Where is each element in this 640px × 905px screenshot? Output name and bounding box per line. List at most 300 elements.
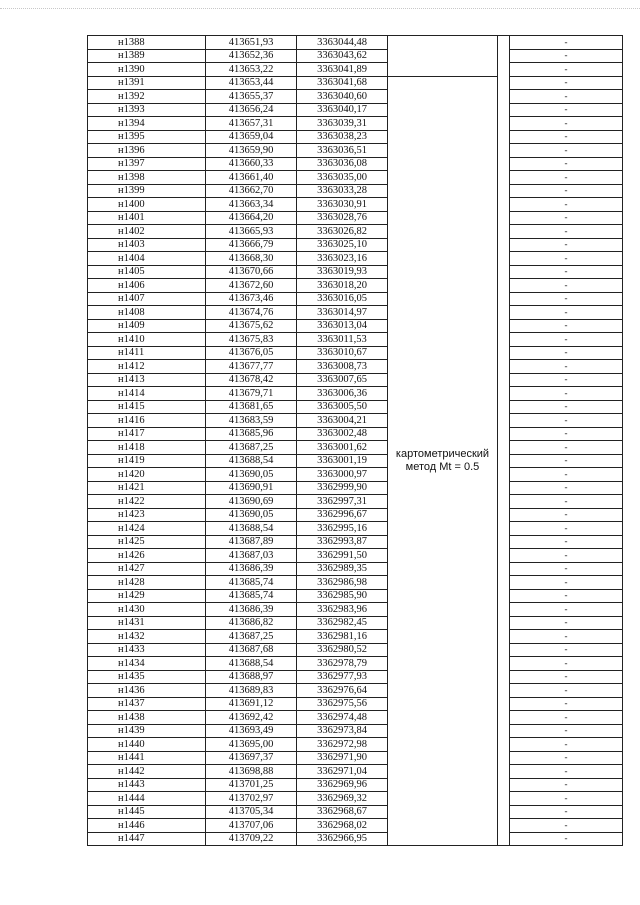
point-name-cell: н1399 — [88, 184, 206, 198]
table-row — [88, 103, 623, 117]
y-coordinate-cell: 3362980,52 — [297, 643, 388, 657]
y-coordinate-cell: 3362969,32 — [297, 792, 388, 806]
accuracy-cell: - — [510, 238, 623, 252]
point-name-cell: н1410 — [88, 333, 206, 347]
x-coordinate-cell: 413657,31 — [206, 117, 297, 131]
point-name-cell: н1423 — [88, 508, 206, 522]
y-coordinate-cell: 3363008,73 — [297, 360, 388, 374]
x-coordinate-cell: 413673,46 — [206, 292, 297, 306]
y-coordinate-cell: 3362969,96 — [297, 778, 388, 792]
accuracy-cell: - — [510, 670, 623, 684]
accuracy-cell: - — [510, 76, 623, 90]
x-coordinate-cell: 413672,60 — [206, 279, 297, 293]
y-coordinate-cell: 3362986,98 — [297, 576, 388, 590]
y-coordinate-cell: 3362968,02 — [297, 819, 388, 833]
table-row — [88, 279, 623, 293]
accuracy-cell: - — [510, 49, 623, 63]
point-name-cell: н1429 — [88, 589, 206, 603]
point-name-cell: н1427 — [88, 562, 206, 576]
accuracy-cell: - — [510, 508, 623, 522]
accuracy-cell: - — [510, 535, 623, 549]
table-row — [88, 117, 623, 131]
x-coordinate-cell: 413659,04 — [206, 130, 297, 144]
y-coordinate-cell: 3363041,68 — [297, 76, 388, 90]
table-row — [88, 684, 623, 698]
table-row — [88, 360, 623, 374]
accuracy-cell: - — [510, 819, 623, 833]
table-row — [88, 400, 623, 414]
accuracy-cell: - — [510, 90, 623, 104]
accuracy-cell: - — [510, 211, 623, 225]
point-name-cell: н1425 — [88, 535, 206, 549]
x-coordinate-cell: 413702,97 — [206, 792, 297, 806]
accuracy-cell: - — [510, 711, 623, 725]
x-coordinate-cell: 413687,03 — [206, 549, 297, 563]
point-name-cell: н1447 — [88, 832, 206, 846]
point-name-cell: н1388 — [88, 36, 206, 50]
accuracy-cell: - — [510, 522, 623, 536]
table-row — [88, 130, 623, 144]
table-row — [88, 819, 623, 833]
x-coordinate-cell: 413666,79 — [206, 238, 297, 252]
accuracy-cell: - — [510, 481, 623, 495]
accuracy-cell: - — [510, 225, 623, 239]
table-row — [88, 508, 623, 522]
method-label-line1: картометрический — [395, 447, 490, 460]
x-coordinate-cell: 413653,44 — [206, 76, 297, 90]
point-name-cell: н1408 — [88, 306, 206, 320]
point-name-cell: н1432 — [88, 630, 206, 644]
table-row — [88, 373, 623, 387]
y-coordinate-cell: 3363030,91 — [297, 198, 388, 212]
y-coordinate-cell: 3363000,97 — [297, 468, 388, 482]
point-name-cell: н1446 — [88, 819, 206, 833]
accuracy-cell: - — [510, 738, 623, 752]
point-name-cell: н1412 — [88, 360, 206, 374]
y-coordinate-cell: 3362985,90 — [297, 589, 388, 603]
y-coordinate-cell: 3363036,08 — [297, 157, 388, 171]
table-row — [88, 76, 623, 90]
table-row — [88, 171, 623, 185]
table-row — [88, 387, 623, 401]
x-coordinate-cell: 413683,59 — [206, 414, 297, 428]
x-coordinate-cell: 413701,25 — [206, 778, 297, 792]
x-coordinate-cell: 413688,97 — [206, 670, 297, 684]
accuracy-cell: - — [510, 495, 623, 509]
y-coordinate-cell: 3362971,04 — [297, 765, 388, 779]
y-coordinate-cell: 3363033,28 — [297, 184, 388, 198]
coordinates-table-body — [88, 36, 623, 846]
table-row — [88, 738, 623, 752]
x-coordinate-cell: 413679,71 — [206, 387, 297, 401]
point-name-cell: н1414 — [88, 387, 206, 401]
y-coordinate-cell: 3362991,50 — [297, 549, 388, 563]
point-name-cell: н1417 — [88, 427, 206, 441]
accuracy-cell: - — [510, 117, 623, 131]
accuracy-cell: - — [510, 427, 623, 441]
accuracy-cell: - — [510, 292, 623, 306]
point-name-cell: н1431 — [88, 616, 206, 630]
point-name-cell: н1409 — [88, 319, 206, 333]
accuracy-cell: - — [510, 103, 623, 117]
point-name-cell: н1401 — [88, 211, 206, 225]
accuracy-cell: - — [510, 630, 623, 644]
x-coordinate-cell: 413689,83 — [206, 684, 297, 698]
y-coordinate-cell: 3362989,35 — [297, 562, 388, 576]
point-name-cell: н1437 — [88, 697, 206, 711]
y-coordinate-cell: 3363005,50 — [297, 400, 388, 414]
accuracy-cell: - — [510, 346, 623, 360]
x-coordinate-cell: 413690,91 — [206, 481, 297, 495]
table-row — [88, 576, 623, 590]
x-coordinate-cell: 413688,54 — [206, 454, 297, 468]
y-coordinate-cell: 3363010,67 — [297, 346, 388, 360]
point-name-cell: н1398 — [88, 171, 206, 185]
x-coordinate-cell: 413705,34 — [206, 805, 297, 819]
x-coordinate-cell: 413697,37 — [206, 751, 297, 765]
point-name-cell: н1436 — [88, 684, 206, 698]
x-coordinate-cell: 413678,42 — [206, 373, 297, 387]
accuracy-cell: - — [510, 130, 623, 144]
table-row — [88, 495, 623, 509]
table-row — [88, 157, 623, 171]
point-name-cell: н1421 — [88, 481, 206, 495]
accuracy-cell: - — [510, 832, 623, 846]
x-coordinate-cell: 413675,62 — [206, 319, 297, 333]
table-row — [88, 792, 623, 806]
x-coordinate-cell: 413685,74 — [206, 576, 297, 590]
point-name-cell: н1426 — [88, 549, 206, 563]
point-name-cell: н1389 — [88, 49, 206, 63]
table-row — [88, 198, 623, 212]
point-name-cell: н1433 — [88, 643, 206, 657]
y-coordinate-cell: 3362981,16 — [297, 630, 388, 644]
x-coordinate-cell: 413663,34 — [206, 198, 297, 212]
table-row — [88, 252, 623, 266]
y-coordinate-cell: 3363036,51 — [297, 144, 388, 158]
y-coordinate-cell: 3363035,00 — [297, 171, 388, 185]
table-row — [88, 765, 623, 779]
table-row — [88, 562, 623, 576]
accuracy-cell: - — [510, 63, 623, 77]
y-coordinate-cell: 3363040,60 — [297, 90, 388, 104]
point-name-cell: н1403 — [88, 238, 206, 252]
table-row — [88, 535, 623, 549]
y-coordinate-cell: 3363014,97 — [297, 306, 388, 320]
point-name-cell: н1441 — [88, 751, 206, 765]
y-coordinate-cell: 3363040,17 — [297, 103, 388, 117]
accuracy-cell: - — [510, 616, 623, 630]
accuracy-cell: - — [510, 279, 623, 293]
y-coordinate-cell: 3363016,05 — [297, 292, 388, 306]
y-coordinate-cell: 3363043,62 — [297, 49, 388, 63]
accuracy-cell: - — [510, 657, 623, 671]
accuracy-cell: - — [510, 805, 623, 819]
table-row — [88, 522, 623, 536]
table-row — [88, 265, 623, 279]
y-coordinate-cell: 3363004,21 — [297, 414, 388, 428]
table-row — [88, 427, 623, 441]
table-row — [88, 238, 623, 252]
point-name-cell: н1392 — [88, 90, 206, 104]
accuracy-cell: - — [510, 184, 623, 198]
x-coordinate-cell: 413676,05 — [206, 346, 297, 360]
x-coordinate-cell: 413709,22 — [206, 832, 297, 846]
point-name-cell: н1415 — [88, 400, 206, 414]
table-row — [88, 657, 623, 671]
y-coordinate-cell: 3362976,64 — [297, 684, 388, 698]
table-row — [88, 697, 623, 711]
table-row — [88, 805, 623, 819]
table-row — [88, 144, 623, 158]
x-coordinate-cell: 413686,39 — [206, 562, 297, 576]
y-coordinate-cell: 3363038,23 — [297, 130, 388, 144]
method-cell-empty — [388, 36, 498, 77]
x-coordinate-cell: 413670,66 — [206, 265, 297, 279]
x-coordinate-cell: 413653,22 — [206, 63, 297, 77]
x-coordinate-cell: 413681,65 — [206, 400, 297, 414]
accuracy-cell: - — [510, 414, 623, 428]
x-coordinate-cell: 413685,74 — [206, 589, 297, 603]
accuracy-cell: - — [510, 765, 623, 779]
point-name-cell: н1444 — [88, 792, 206, 806]
accuracy-cell: - — [510, 562, 623, 576]
scan-edge-line — [0, 8, 640, 11]
table-row — [88, 441, 623, 455]
point-name-cell: н1391 — [88, 76, 206, 90]
point-name-cell: н1397 — [88, 157, 206, 171]
y-coordinate-cell: 3362999,90 — [297, 481, 388, 495]
y-coordinate-cell: 3362995,16 — [297, 522, 388, 536]
x-coordinate-cell: 413690,05 — [206, 468, 297, 482]
y-coordinate-cell: 3362978,79 — [297, 657, 388, 671]
point-name-cell: н1413 — [88, 373, 206, 387]
accuracy-cell: - — [510, 441, 623, 455]
x-coordinate-cell: 413687,25 — [206, 441, 297, 455]
accuracy-cell: - — [510, 400, 623, 414]
y-coordinate-cell: 3362997,31 — [297, 495, 388, 509]
x-coordinate-cell: 413685,96 — [206, 427, 297, 441]
y-coordinate-cell: 3363019,93 — [297, 265, 388, 279]
y-coordinate-cell: 3362977,93 — [297, 670, 388, 684]
table-row — [88, 616, 623, 630]
y-coordinate-cell: 3362993,87 — [297, 535, 388, 549]
x-coordinate-cell: 413687,68 — [206, 643, 297, 657]
x-coordinate-cell: 413698,88 — [206, 765, 297, 779]
table-row — [88, 589, 623, 603]
accuracy-cell: - — [510, 373, 623, 387]
accuracy-cell: - — [510, 333, 623, 347]
x-coordinate-cell: 413652,36 — [206, 49, 297, 63]
x-coordinate-cell: 413691,12 — [206, 697, 297, 711]
accuracy-cell: - — [510, 36, 623, 50]
point-name-cell: н1434 — [88, 657, 206, 671]
point-name-cell: н1440 — [88, 738, 206, 752]
y-coordinate-cell: 3363011,53 — [297, 333, 388, 347]
accuracy-cell: - — [510, 697, 623, 711]
y-coordinate-cell: 3362975,56 — [297, 697, 388, 711]
x-coordinate-cell: 413660,33 — [206, 157, 297, 171]
table-row — [88, 670, 623, 684]
y-coordinate-cell: 3363006,36 — [297, 387, 388, 401]
table-row — [88, 306, 623, 320]
table-row — [88, 481, 623, 495]
point-name-cell: н1393 — [88, 103, 206, 117]
x-coordinate-cell: 413668,30 — [206, 252, 297, 266]
accuracy-cell: - — [510, 792, 623, 806]
y-coordinate-cell: 3363044,48 — [297, 36, 388, 50]
point-name-cell: н1404 — [88, 252, 206, 266]
point-name-cell: н1422 — [88, 495, 206, 509]
point-name-cell: н1419 — [88, 454, 206, 468]
table-row — [88, 751, 623, 765]
point-name-cell: н1418 — [88, 441, 206, 455]
y-coordinate-cell: 3362966,95 — [297, 832, 388, 846]
table-row — [88, 724, 623, 738]
y-coordinate-cell: 3363023,16 — [297, 252, 388, 266]
point-name-cell: н1405 — [88, 265, 206, 279]
accuracy-cell: - — [510, 198, 623, 212]
y-coordinate-cell: 3362982,45 — [297, 616, 388, 630]
table-row — [88, 603, 623, 617]
x-coordinate-cell: 413664,20 — [206, 211, 297, 225]
point-name-cell: н1438 — [88, 711, 206, 725]
accuracy-cell: - — [510, 360, 623, 374]
y-coordinate-cell: 3363039,31 — [297, 117, 388, 131]
point-name-cell: н1430 — [88, 603, 206, 617]
x-coordinate-cell: 413688,54 — [206, 657, 297, 671]
coordinates-table — [87, 35, 623, 846]
y-coordinate-cell: 3362972,98 — [297, 738, 388, 752]
table-row — [88, 211, 623, 225]
y-coordinate-cell: 3363013,04 — [297, 319, 388, 333]
point-name-cell: н1420 — [88, 468, 206, 482]
x-coordinate-cell: 413659,90 — [206, 144, 297, 158]
y-coordinate-cell: 3362996,67 — [297, 508, 388, 522]
accuracy-cell: - — [510, 265, 623, 279]
y-coordinate-cell: 3363041,89 — [297, 63, 388, 77]
table-row — [88, 711, 623, 725]
accuracy-cell: - — [510, 778, 623, 792]
x-coordinate-cell: 413677,77 — [206, 360, 297, 374]
accuracy-cell: - — [510, 319, 623, 333]
table-row — [88, 549, 623, 563]
point-name-cell: н1443 — [88, 778, 206, 792]
table-row — [88, 184, 623, 198]
accuracy-cell: - — [510, 751, 623, 765]
x-coordinate-cell: 413675,83 — [206, 333, 297, 347]
accuracy-cell: - — [510, 454, 623, 468]
point-name-cell: н1390 — [88, 63, 206, 77]
accuracy-cell: - — [510, 252, 623, 266]
table-row — [88, 36, 623, 50]
method-label-line2: метод Mt = 0.5 — [405, 460, 480, 473]
table-row — [88, 90, 623, 104]
x-coordinate-cell: 413674,76 — [206, 306, 297, 320]
accuracy-cell: - — [510, 387, 623, 401]
x-coordinate-cell: 413686,82 — [206, 616, 297, 630]
x-coordinate-cell: 413651,93 — [206, 36, 297, 50]
x-coordinate-cell: 413656,24 — [206, 103, 297, 117]
point-name-cell: н1445 — [88, 805, 206, 819]
y-coordinate-cell: 3362983,96 — [297, 603, 388, 617]
table-row — [88, 454, 623, 468]
accuracy-cell: - — [510, 144, 623, 158]
point-name-cell: н1435 — [88, 670, 206, 684]
table-row — [88, 832, 623, 846]
x-coordinate-cell: 413692,42 — [206, 711, 297, 725]
point-name-cell: н1428 — [88, 576, 206, 590]
point-name-cell: н1424 — [88, 522, 206, 536]
point-name-cell: н1406 — [88, 279, 206, 293]
table-row — [88, 225, 623, 239]
accuracy-cell: - — [510, 171, 623, 185]
gap-cell — [498, 36, 510, 846]
accuracy-cell: - — [510, 643, 623, 657]
point-name-cell: н1439 — [88, 724, 206, 738]
accuracy-cell: - — [510, 576, 623, 590]
y-coordinate-cell: 3363025,10 — [297, 238, 388, 252]
x-coordinate-cell: 413662,70 — [206, 184, 297, 198]
accuracy-cell: - — [510, 603, 623, 617]
table-row — [88, 319, 623, 333]
x-coordinate-cell: 413693,49 — [206, 724, 297, 738]
x-coordinate-cell: 413661,40 — [206, 171, 297, 185]
accuracy-cell: - — [510, 157, 623, 171]
y-coordinate-cell: 3363001,62 — [297, 441, 388, 455]
table-row — [88, 643, 623, 657]
table-row — [88, 468, 623, 482]
table-row — [88, 778, 623, 792]
table-row — [88, 63, 623, 77]
x-coordinate-cell: 413687,89 — [206, 535, 297, 549]
accuracy-cell: - — [510, 549, 623, 563]
y-coordinate-cell: 3363002,48 — [297, 427, 388, 441]
table-row — [88, 292, 623, 306]
point-name-cell: н1411 — [88, 346, 206, 360]
x-coordinate-cell: 413655,37 — [206, 90, 297, 104]
y-coordinate-cell: 3363001,19 — [297, 454, 388, 468]
y-coordinate-cell: 3363028,76 — [297, 211, 388, 225]
x-coordinate-cell: 413687,25 — [206, 630, 297, 644]
point-name-cell: н1442 — [88, 765, 206, 779]
x-coordinate-cell: 413707,06 — [206, 819, 297, 833]
table-row — [88, 630, 623, 644]
table-row — [88, 346, 623, 360]
point-name-cell: н1395 — [88, 130, 206, 144]
point-name-cell: н1396 — [88, 144, 206, 158]
accuracy-cell: - — [510, 724, 623, 738]
y-coordinate-cell: 3362974,48 — [297, 711, 388, 725]
x-coordinate-cell: 413690,05 — [206, 508, 297, 522]
table-row — [88, 49, 623, 63]
point-name-cell: н1394 — [88, 117, 206, 131]
y-coordinate-cell: 3362973,84 — [297, 724, 388, 738]
x-coordinate-cell: 413695,00 — [206, 738, 297, 752]
y-coordinate-cell: 3362971,90 — [297, 751, 388, 765]
point-name-cell: н1400 — [88, 198, 206, 212]
x-coordinate-cell: 413690,69 — [206, 495, 297, 509]
method-cell — [388, 76, 498, 846]
point-name-cell: н1402 — [88, 225, 206, 239]
accuracy-cell: - — [510, 589, 623, 603]
y-coordinate-cell: 3362968,67 — [297, 805, 388, 819]
point-name-cell: н1416 — [88, 414, 206, 428]
y-coordinate-cell: 3363007,65 — [297, 373, 388, 387]
point-name-cell: н1407 — [88, 292, 206, 306]
x-coordinate-cell: 413665,93 — [206, 225, 297, 239]
accuracy-cell: - — [510, 468, 623, 482]
